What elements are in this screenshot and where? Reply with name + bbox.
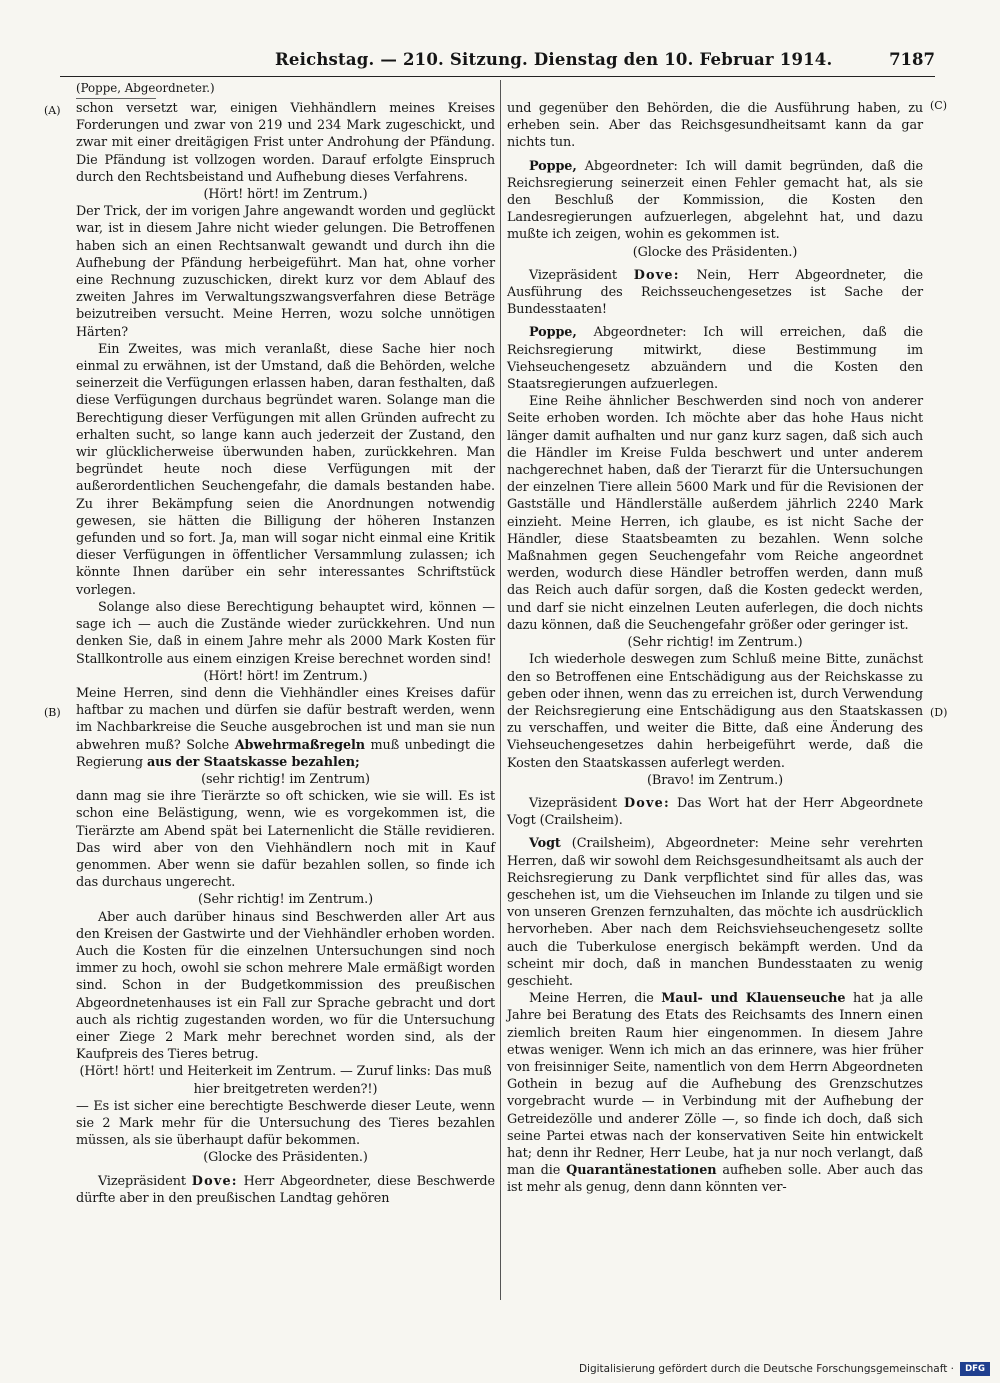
speaker-tag-rule (76, 98, 156, 99)
text-run: Nein, Herr Abgeordneter, die Ausführung des Reichsseuchengesetzes ist Sache der Bundesstaaten! (507, 267, 924, 318)
speaker-name: Poppe, (529, 158, 577, 174)
speech-intro (507, 267, 923, 319)
interjection: (Sehr richtig! im Zentrum.) (627, 635, 803, 651)
margin-marker-c: (C) (930, 99, 947, 112)
interjection: (Sehr richtig! im Zentrum.) (197, 892, 373, 908)
interjection: (Hört! hört! im Zentrum.) (203, 187, 368, 203)
paragraph: schon versetzt war, einigen Viehhändlern meines Kreises Forderungen und zwar von 219 und 234 Mark zugeschickt, und zwar mit einer dreitägigen Frist unter Androhung der Pfändung. Die Pfändung ist vollzogen worden. Darauf erfolgte Einspruch durch den Rechtsbeistand und Aufhebung dieses Verfahrens. (76, 101, 495, 185)
interjection: (Bravo! im Zentrum.) (647, 772, 783, 788)
margin-marker-b: (B) (44, 706, 61, 719)
interjection: (sehr richtig! im Zentrum) (201, 771, 370, 787)
speech-intro (507, 835, 923, 990)
footer (578, 1360, 990, 1378)
interjection: (Hört! hört! im Zentrum.) (203, 668, 368, 684)
interjection: (Hört! hört! und Heiterkeit im Zentrum. — Zuruf links: Das muß hier breitgetreten werden?!) (79, 1064, 492, 1097)
text-run: aufheben solle. Aber auch das ist mehr als genug, denn dann könnten ver- (507, 1163, 924, 1196)
speech-intro (76, 1173, 495, 1207)
paragraph: Eine Reihe ähnlicher Beschwerden sind noch von anderer Seite erhoben worden. Ich möchte aber das hohe Haus nicht länger damit aufhalten und nur ganz kurz sagen, daß sich auch die Händler im Kreise Fulda beschwert und unter anderem nachgerechnet haben, daß der Tierarzt für die Untersuchungen der einzelnen Tiere allein 5600 Mark und für die Revisionen der Gastställe und Händlerställe außerdem jährlich 2240 Mark einzieht. Meine Herren, ich glaube, es ist nicht Sache der Händler, diese Staatsbeamten zu bezahlen. Wenn solche Maßnahmen gegen Seuchengefahr vom Reiche angeordnet werden, wodurch diese Händler betroffen werden, dann muß das Reich auch dafür sorgen, daß die Kosten gedeckt werden, und darf sie nicht einzelnen Leuten auferlegen, die doch nichts dazu können, daß die Seuchengefahr größer oder geringer ist. (507, 394, 923, 633)
speaker-name: Vogt (529, 836, 561, 852)
speaker-name: Dove: (191, 1173, 238, 1189)
speaker-role: Vizepräsident (529, 795, 617, 811)
paragraph (76, 685, 495, 771)
speaker-tag: (Poppe, Abgeordneter.) (76, 81, 215, 95)
paragraph: Solange also diese Berechtigung behauptet wird, können — sage ich — auch die Zustände wieder zurückkehren. Und nun denken Sie, daß in einem Jahre mehr als 2000 Mark Kosten für Stallkontrolle aus einem einzigen Kreise berechnet worden sind! (76, 599, 495, 667)
header-rule (60, 76, 935, 77)
page-number: 7187 (889, 50, 935, 69)
footer-credit: Digitalisierung gefördert durch die Deutsche Forschungsgemeinschaft · (578, 1363, 954, 1375)
speaker-name: Poppe, (529, 325, 577, 341)
page-header (60, 50, 935, 74)
bold-term: Quarantänestationen (566, 1163, 717, 1179)
column-divider (500, 80, 501, 1300)
paragraph: Der Trick, der im vorigen Jahre angewandt worden und geglückt war, ist in diesem Jahre nicht wieder gelungen. Die Betroffenen haben sich an einen Rechtsanwalt gewandt und durch ihn die Aufhebung der Pfändung herbeigeführt. Man hat, ohne vorher eine Rechnung zuzuschicken, direkt kurz vor dem Ablauf des zweiten Jahres im Verwaltungszwangsverfahren diese Beträge beizutreiben versucht. Meine Herren, wozu solche unnötigen Härten? (76, 204, 495, 340)
text-run: (Crailsheim), Abgeordneter: Meine sehr verehrten Herren, daß wir sowohl dem Reichsgesundheitsamt als auch der Reichsregierung zu Dank verpflichtet sind für alles das, was geschehen ist, um die Viehseuchen im Inlande zu tilgen und sie von unseren Grenzen fernzuhalten, das möchte ich ausdrücklich hervorheben. Aber nach dem Reichsviehseuchengesetz sollte auch die Tuberkulose energisch bekämpft werden. Und da scheint mir doch, daß in manchen Bundesstaaten zu wenig geschieht. (507, 836, 924, 989)
margin-marker-a: (A) (44, 104, 61, 117)
paragraph: Ich wiederhole deswegen zum Schluß meine Bitte, zunächst den so Betroffenen eine Entschädigung aus der Reichskasse zu geben oder ihnen, wenn das zu erreichen ist, durch Verwendung der Reichsregierung eine Entschädigung aus den Staatskassen zu verschaffen, und weiter die Bitte, daß eine Änderung des Viehseuchengesetzes dahin herbeigeführt werde, daß die Kosten den Staatskassen auferlegt werden. (507, 652, 923, 771)
header-title: Reichstag. — 210. Sitzung. Dienstag den 10. Februar 1914. (275, 50, 833, 69)
speaker-name: Dove: (623, 795, 670, 811)
speech-intro (507, 324, 923, 393)
paragraph: Ein Zweites, was mich veranlaßt, diese Sache hier noch einmal zu erwähnen, ist der Umstand, daß die Behörden, welche seinerzeit die Verfügungen erlassen haben, daran festhalten, daß diese Verfügungen durchaus begründet waren. Solange man die Berechtigung dieser Verfügungen mit allen Gründen aufrecht zu erhalten sucht, so lange kann auch jederzeit der Zustand, den wir glücklicherweise überwunden haben, zurückkehren. Man begründet heute noch diese Verfügungen mit der außerordentlichen Seuchengefahr, die damals bestanden habe. Zu ihrer Bekämpfung seien die Anordnungen notwendig gewesen, sie hätten die Billigung der höheren Instanzen gefunden und so fort. Ja, man will sogar nicht einmal eine Kritik dieser Verfügungen in öffentlicher Versammlung zulassen; ich könnte Ihnen darüber ein sehr interessantes Schriftstück vorlegen. (76, 341, 495, 598)
bold-term: Maul- und Klauenseuche (661, 991, 846, 1007)
right-column (507, 100, 923, 1197)
speech-intro (507, 158, 923, 244)
text-run: Abgeordneter: Ich will erreichen, daß die Reichsregierung mitwirkt, diese Bestimmung im Viehseuchengesetz abzuändern und die Kosten den Staatsregierungen aufzuerlegen. (507, 325, 923, 393)
interjection: (Glocke des Präsidenten.) (203, 1150, 368, 1166)
paragraph: und gegenüber den Behörden, die die Ausführung haben, zu erheben sein. Aber das Reichsgesundheitsamt kann da gar nichts tun. (507, 101, 923, 151)
text-run: Meine Herren, die (529, 991, 654, 1007)
bold-term: Abwehrmaßregeln (234, 737, 365, 753)
text-run: hat ja alle Jahre bei Beratung des Etats des Reichsamts des Innern einen ziemlich breiten Raum hier eingenommen. In diesem Jahre etwas weniger. Wenn ich mich an das erinnere, was hier früher von freisinniger Seite, namentlich von dem Herrn Abgeordneten Gothein in bezug auf die Aufhebung des Grenzschutzes vorgebracht wurde — in Verbindung mit der Aufhebung der Getreidezölle und anderer Zölle —, so finde ich doch, daß sich seine Partei etwas nach der konservativen Seite hin entwickelt hat; denn ihr Redner, Herr Leube, hat ja nur noch verlangt, daß man die (507, 991, 924, 1179)
text-run: muß unbedingt die Regierung (76, 737, 495, 770)
paragraph (507, 990, 923, 1196)
interjection: (Glocke des Präsidenten.) (632, 244, 798, 260)
text-run: Herr Abgeordneter, diese Beschwerde dürfte aber in den preußischen Landtag gehören (76, 1173, 495, 1206)
paragraph: dann mag sie ihre Tierärzte so oft schicken, wie sie will. Es ist schon eine Belästigung, wenn, wie es vorgekommen ist, die Tierärzte am Abend spät bei Laternenlicht die Ställe revidieren. Das wird aber von den Viehhändlern noch mit in Kauf genommen. Aber wenn sie dafür bezahlen sollen, so finde ich das durchaus ungerecht. (76, 789, 495, 891)
bold-term: aus der Staatskasse bezahlen; (146, 754, 360, 770)
speaker-name: Dove: (633, 267, 680, 283)
speech-intro (507, 795, 923, 829)
paragraph: — Es ist sicher eine berechtigte Beschwerde dieser Leute, wenn sie 2 Mark mehr für die Untersuchung des Tieres bezahlen müssen, als sie überhaupt dafür bekommen. (76, 1098, 495, 1149)
dfg-logo-icon: DFG (960, 1362, 990, 1376)
text-run: Abgeordneter: Ich will damit begründen, daß die Reichsregierung seinerzeit einen Fehler gemacht hat, als sie den Beschluß der Kommission, die Kosten den Landesregierungen aufzuerlegen, abgelehnt hat, und dazu mußte ich zeigen, wohin es gekommen ist. (507, 158, 924, 243)
speaker-role: Vizepräsident (98, 1173, 186, 1189)
text-run: Meine Herren, sind denn die Viehhändler eines Kreises dafür haftbar zu machen und dürfen sie dafür bestraft werden, wenn im Nachbarkreise die Seuche ausgebrochen ist und man sie nun abwehren muß? Solche (76, 685, 495, 753)
margin-marker-d: (D) (930, 706, 948, 719)
paragraph: Aber auch darüber hinaus sind Beschwerden aller Art aus den Kreisen der Gastwirte und der Viehhändler erhoben worden. Auch die Kosten für die einzelnen Untersuchungen sind noch immer zu hoch, owohl sie schon mehrere Male ermäßigt worden sind. Schon in der Budgetkommission des preußischen Abgeordnetenhauses ist ein Fall zur Sprache gebracht und dort auch als richtig zugestanden worden, wo für die Untersuchung einer Ziege 2 Mark mehr berechnet worden sind, als der Kaufpreis des Tieres betrug. (76, 909, 495, 1063)
left-column (76, 100, 495, 1207)
speaker-role: Vizepräsident (529, 267, 617, 283)
text-run: Das Wort hat der Herr Abgeordnete Vogt (Crailsheim). (507, 795, 924, 829)
